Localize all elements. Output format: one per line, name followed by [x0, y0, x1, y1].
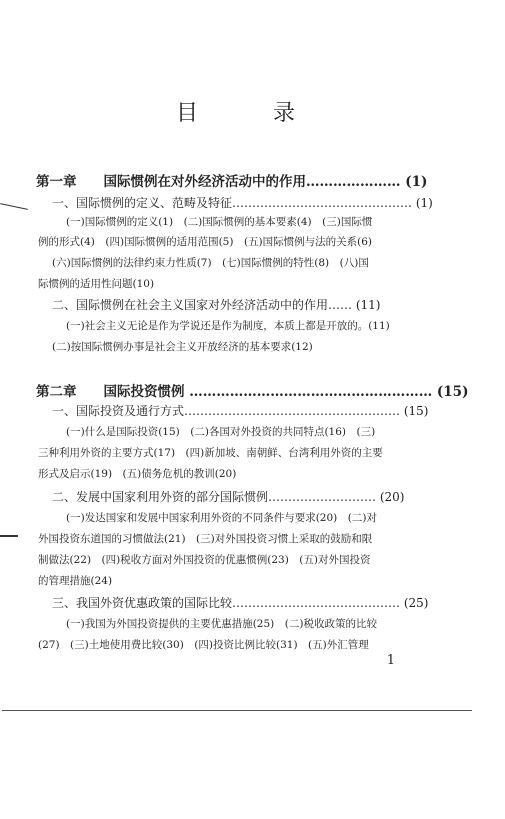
toc-line: 二、国际惯例在社会主义国家对外经济活动中的作用…… (11)	[52, 298, 381, 312]
toc-line: (27) (三)土地使用费比较(30) (四)投资比例比较(31) (五)外汇管理	[38, 639, 369, 651]
toc-line: 形式及启示(19) (五)债务危机的教训(20)	[38, 468, 237, 480]
toc-line: (一)我国为外国投资提供的主要优惠措施(25) (二)税收政策的比较	[66, 618, 377, 630]
toc-line: 三种利用外资的主要方式(17) (四)新加坡、南朝鲜、台湾利用外资的主要	[38, 447, 383, 459]
toc-line: 例的形式(4) (四)国际惯例的适用范围(5) (五)国际惯例与法的关系(6)	[38, 236, 373, 248]
toc-line: 第二章 国际投资惯例 ……………………………………………… (15)	[36, 384, 469, 400]
toc-line: 第一章 国际惯例在对外经济活动中的作用………………… (1)	[36, 174, 428, 190]
toc-line: (一)社会主义无论是作为学说还是作为制度，本质上都是开放的。(11)	[66, 320, 390, 332]
toc-line: (一)什么是国际投资(15) (二)各国对外投资的共同特点(16) (三)	[66, 426, 376, 438]
page-number: 1	[386, 653, 395, 668]
toc-line: 三、我国外资优惠政策的国际比较…………………………………… (25)	[52, 596, 429, 610]
page-title: 目 录	[176, 101, 329, 126]
toc-line: (一)发达国家和发展中国家利用外资的不同条件与要求(20) (二)对	[66, 512, 377, 524]
toc-line: 二、发展中国家利用外资的部分国际惯例……………………… (20)	[52, 490, 405, 504]
bottom-rule	[2, 710, 472, 711]
scan-mark	[0, 535, 18, 537]
toc-line: (二)按国际惯例办事是社会主义开放经济的基本要求(12)	[52, 341, 313, 353]
scan-mark	[0, 203, 28, 210]
toc-line: 外国投资东道国的习惯做法(21) (三)对外国投资习惯上采取的鼓励和限	[38, 533, 373, 545]
toc-line: (六)国际惯例的法律约束力性质(7) (七)国际惯例的特性(8) (八)国	[52, 257, 369, 269]
toc-line: (一)国际惯例的定义(1) (二)国际惯例的基本要素(4) (三)国际惯	[66, 216, 373, 228]
toc-line: 制做法(22) (四)税收方面对外国投资的优惠惯例(23) (五)对外国投资	[38, 554, 371, 566]
toc-line: 一、国际投资及通行方式……………………………………………… (15)	[52, 404, 429, 418]
toc-line: 际惯例的适用性问题(10)	[38, 278, 155, 290]
toc-line: 一、国际惯例的定义、范畴及特征……………………………………… (1)	[52, 196, 433, 210]
toc-line: 的管理措施(24)	[38, 575, 113, 587]
